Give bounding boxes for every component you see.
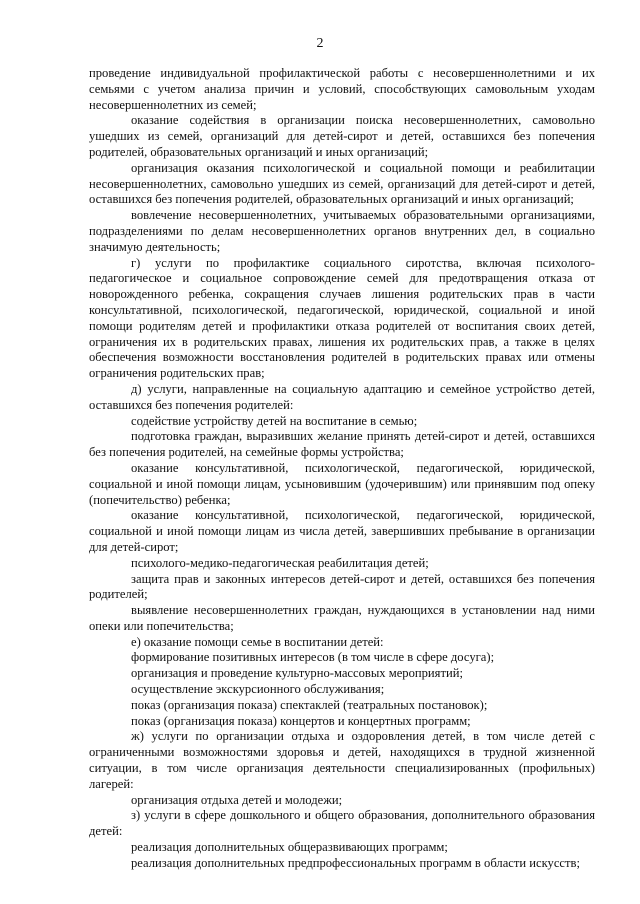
paragraph: формирование позитивных интересов (в том числе в сфере досуга); [131, 650, 495, 665]
paragraph: оказание консультативной, психологической, педагогической, юридической, социальной и иной помощи лицам, усыновившим (удочерившим) или принявшим под опеку (попечительство) ребенка; [89, 460, 595, 507]
page-number: 2 [316, 36, 324, 51]
paragraph: организация и проведение культурно-массовых мероприятий; [131, 666, 463, 681]
paragraph: организация оказания психологической и социальной помощи и реабилитации несовершеннолетних, самовольно ушедших из семей, организаций для детей-сирот и детей, оставшихся без попечения родителей, образовательных организаций и иных организаций; [89, 160, 595, 207]
paragraph: подготовка граждан, выразивших желание принять детей-сирот и детей, оставшихся без попечения родителей, на семейные формы устройства; [89, 429, 595, 460]
paragraph: психолого-медико-педагогическая реабилитация детей; [131, 555, 429, 570]
paragraph: оказание содействия в организации поиска несовершеннолетних, самовольно ушедших из семей, организаций для детей-сирот и детей, оставшихся без попечения родителей, образовательных организаций и иных организаций; [89, 113, 595, 159]
paragraph: е) оказание помощи семье в воспитании детей: [131, 634, 384, 649]
paragraph: з) услуги в сфере дошкольного и общего образования, дополнительного образования детей: [89, 808, 595, 839]
paragraph: осуществление экскурсионного обслуживания; [131, 682, 385, 697]
paragraph: ж) услуги по организации отдыха и оздоровления детей, в том числе детей с ограниченными возможностями здоровья и детей, находящихся в трудной жизненной ситуации, в том числе организация деятельности специализированных (профильных) лагерей: [89, 729, 595, 791]
paragraph: показ (организация показа) спектаклей (театральных постановок); [131, 697, 488, 712]
paragraph: оказание консультативной, психологической, педагогической, юридической, социальной и иной помощи лицам из числа детей, завершивших пребывание в организации для детей-сирот; [89, 508, 595, 554]
document-body [89, 66, 595, 872]
paragraph: содействие устройству детей на воспитание в семью; [131, 413, 418, 428]
paragraph: защита прав и законных интересов детей-сирот и детей, оставшихся без попечения родителей; [89, 571, 595, 602]
paragraph: показ (организация показа) концертов и концертных программ; [131, 713, 471, 728]
paragraph: г) услуги по профилактике социального сиротства, включая психолого-педагогическое и социальное сопровождение семей для предотвращения отказа от новорожденного ребенка, сокращения случаев лишения родительских прав в части консультативной, психологической, педагогической, юридической, социальной и иной помощи родителям детей и профилактики отказа родителей от воспитания своих детей, ограничения их в родительских правах, лишения их родительских прав, а также в целях обеспечения возможности восстановления родителей в родительских правах или отмены ограничения родительских прав; [89, 255, 595, 381]
paragraph: реализация дополнительных предпрофессиональных программ в области искусств; [131, 855, 580, 870]
paragraph: организация отдыха детей и молодежи; [131, 792, 343, 807]
paragraph: вовлечение несовершеннолетних, учитываемых образовательными организациями, подразделениями по делам несовершеннолетних органов внутренних дел, в социально значимую деятельность; [89, 208, 595, 254]
paragraph: проведение индивидуальной профилактической работы с несовершеннолетними и их семьями с учетом анализа причин и условий, способствующих самовольным уходам несовершеннолетних из семей; [89, 66, 595, 112]
paragraph: выявление несовершеннолетних граждан, нуждающихся в установлении над ними опеки или попечительства; [89, 603, 595, 633]
paragraph: реализация дополнительных общеразвивающих программ; [131, 840, 448, 855]
paragraph: д) услуги, направленные на социальную адаптацию и семейное устройство детей, оставшихся без попечения родителей: [89, 381, 595, 412]
